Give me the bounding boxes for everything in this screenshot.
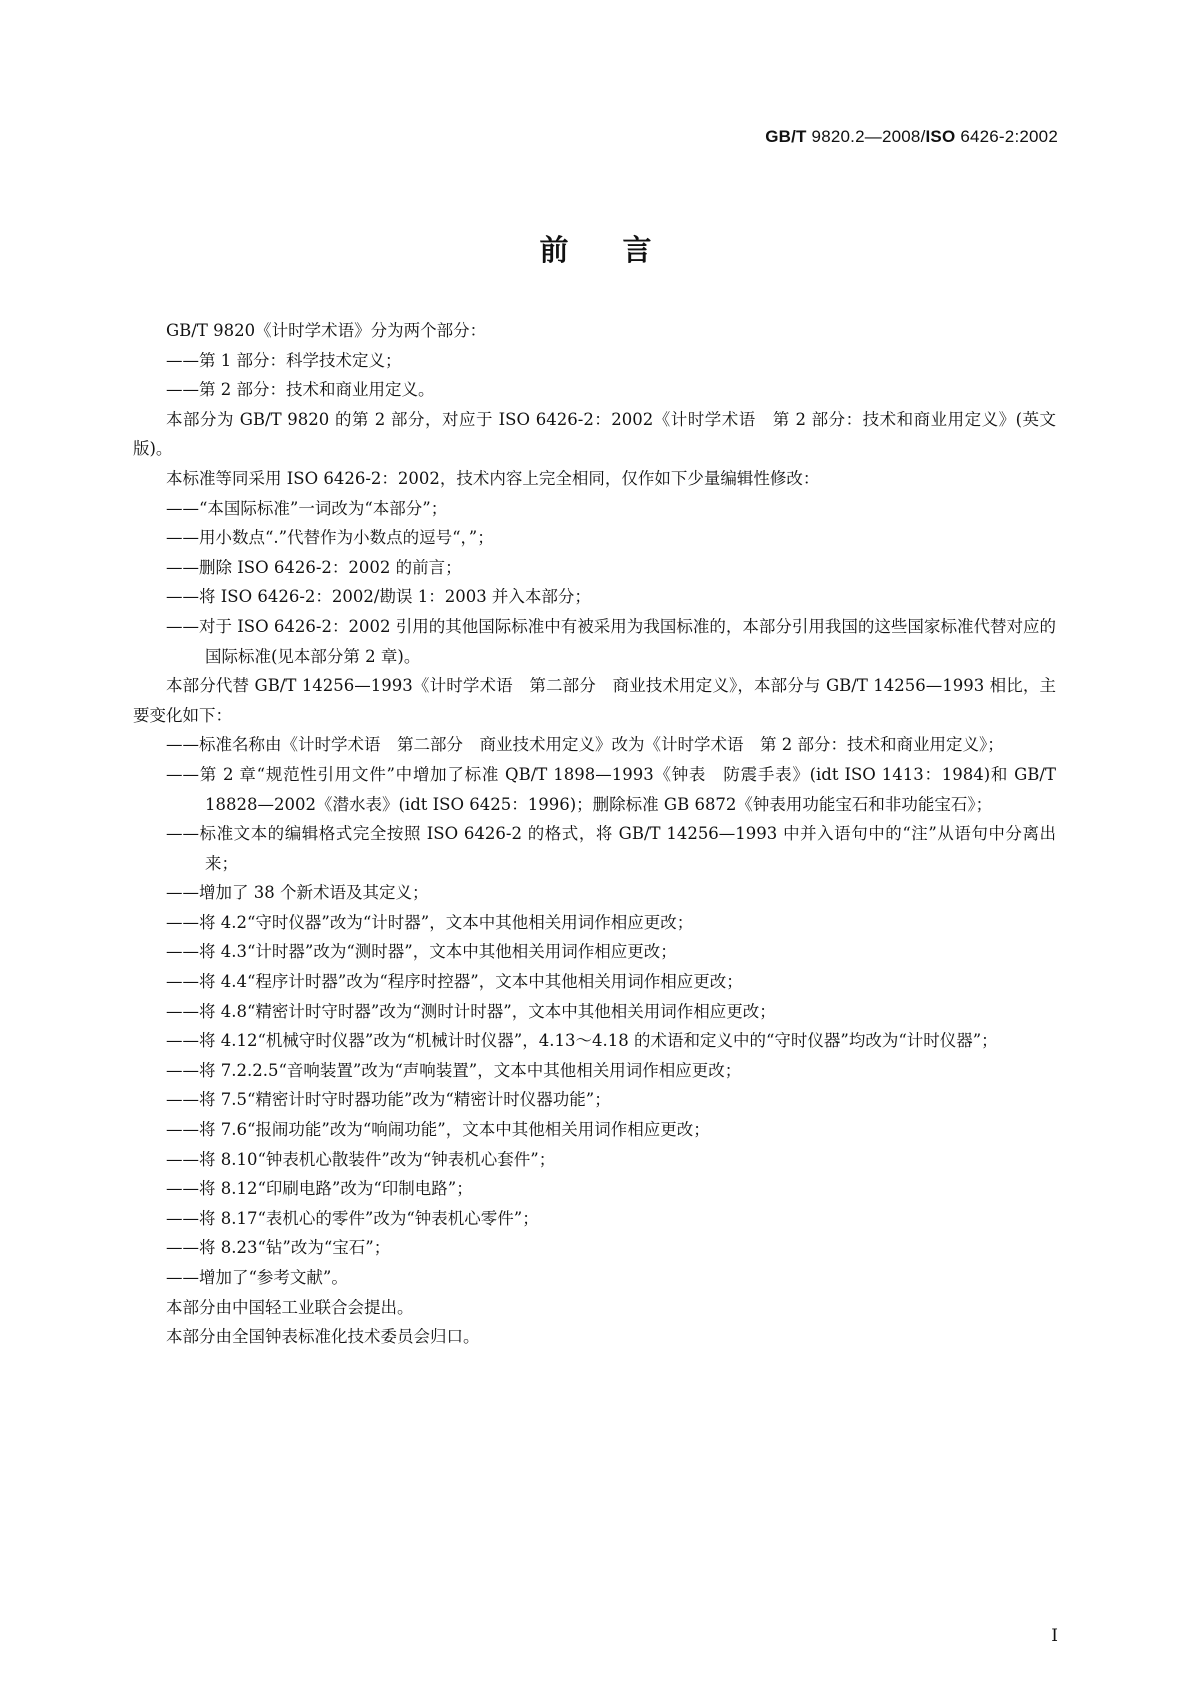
standard-code: [765, 127, 1058, 147]
list-item: ——将 4.2“守时仪器”改为“计时器”，文本中其他相关用词作相应更改；: [166, 912, 694, 932]
list-item: ——删除 ISO 6426-2：2002 的前言；: [166, 557, 462, 577]
paragraph: GB/T 9820《计时学术语》分为两个部分：: [166, 321, 487, 340]
list-item: ——将 7.2.2.5“音响装置”改为“声响装置”，文本中其他相关用词作相应更改；: [166, 1060, 742, 1080]
paragraph: 本标准等同采用 ISO 6426-2：2002，技术内容上完全相同，仅作如下少量编辑性修改：: [166, 468, 820, 488]
list-item: ——对于 ISO 6426-2：2002 引用的其他国际标准中有被采用为我国标准的，本部分引用我国的这些国家标准代替对应的国际标准(见本部分第 2 章)。: [166, 616, 1056, 666]
code-number: 9820.2—2008/: [806, 127, 926, 146]
list-item: ——标准名称由《计时学术语 第二部分 商业技术用定义》改为《计时学术语 第 2 部分：技术和商业用定义》；: [166, 735, 1004, 755]
code-prefix: GB/T: [765, 127, 807, 146]
list-item: ——第 1 部分：科学技术定义；: [166, 350, 402, 370]
paragraph: 本部分为 GB/T 9820 的第 2 部分，对应于 ISO 6426-2：2002《计时学术语 第 2 部分：技术和商业用定义》(英文版)。: [133, 409, 1056, 459]
list-item: ——将 8.17“表机心的零件”改为“钟表机心零件”；: [166, 1208, 539, 1228]
list-item: ——将 4.3“计时器”改为“测时器”，文本中其他相关用词作相应更改；: [166, 942, 677, 962]
title-char-2: 言: [622, 233, 652, 267]
list-item: ——标准文本的编辑格式完全按照 ISO 6426-2 的格式，将 GB/T 14256—1993 中并入语句中的“注”从语句中分离出来；: [166, 824, 1056, 873]
list-item: ——将 7.6“报闹功能”改为“响闹功能”，文本中其他相关用词作相应更改；: [166, 1120, 710, 1140]
list-item: ——将 4.4“程序计时器”改为“程序时控器”，文本中其他相关用词作相应更改；: [166, 972, 743, 992]
paragraph: 本部分代替 GB/T 14256—1993《计时学术语 第二部分 商业技术用定义》，本部分与 GB/T 14256—1993 相比，主要变化如下：: [133, 676, 1056, 725]
page-number: I: [1051, 1626, 1058, 1646]
title-char-1: 前: [539, 233, 569, 267]
list-item: ——将 8.23“钻”改为“宝石”；: [166, 1238, 391, 1258]
paragraph: 本部分由中国轻工业联合会提出。: [166, 1297, 414, 1317]
list-item: ——将 8.10“钟表机心散装件”改为“钟表机心套件”；: [166, 1149, 556, 1169]
list-item: ——将 8.12“印刷电路”改为“印制电路”；: [166, 1179, 473, 1199]
list-item: ——第 2 部分：技术和商业用定义。: [166, 380, 435, 400]
code-iso-number: 6426-2:2002: [955, 127, 1058, 146]
list-item: ——“本国际标准”一词改为“本部分”；: [166, 498, 448, 518]
list-item: ——用小数点“.”代替作为小数点的逗号“，”；: [166, 528, 494, 548]
list-item: ——第 2 章“规范性引用文件”中增加了标准 QB/T 1898—1993《钟表 防震手表》(idt ISO 1413：1984)和 GB/T 18828—2002《潜水表》(idt ISO 6425：1996)；删除标准 GB 6872《钟表用功能宝石和非功能宝石》；: [166, 764, 1056, 814]
paragraph: 本部分由全国钟表标准化技术委员会归口。: [166, 1327, 480, 1347]
list-item: ——将 4.8“精密计时守时器”改为“测时计时器”，文本中其他相关用词作相应更改；: [166, 1001, 776, 1021]
list-item: ——将 ISO 6426-2：2002/勘误 1：2003 并入本部分；: [166, 587, 591, 607]
page-title: [0, 228, 1191, 269]
foreword-body: [133, 316, 1056, 1352]
list-item: ——增加了 38 个新术语及其定义；: [166, 883, 429, 903]
list-item: ——将 7.5“精密计时守时器功能”改为“精密计时仪器功能”；: [166, 1090, 611, 1110]
list-item: ——将 4.12“机械守时仪器”改为“机械计时仪器”，4.13～4.18 的术语和定义中的“守时仪器”均改为“计时仪器”；: [166, 1031, 998, 1051]
code-iso: ISO: [925, 127, 956, 146]
list-item: ——增加了“参考文献”。: [166, 1268, 348, 1287]
